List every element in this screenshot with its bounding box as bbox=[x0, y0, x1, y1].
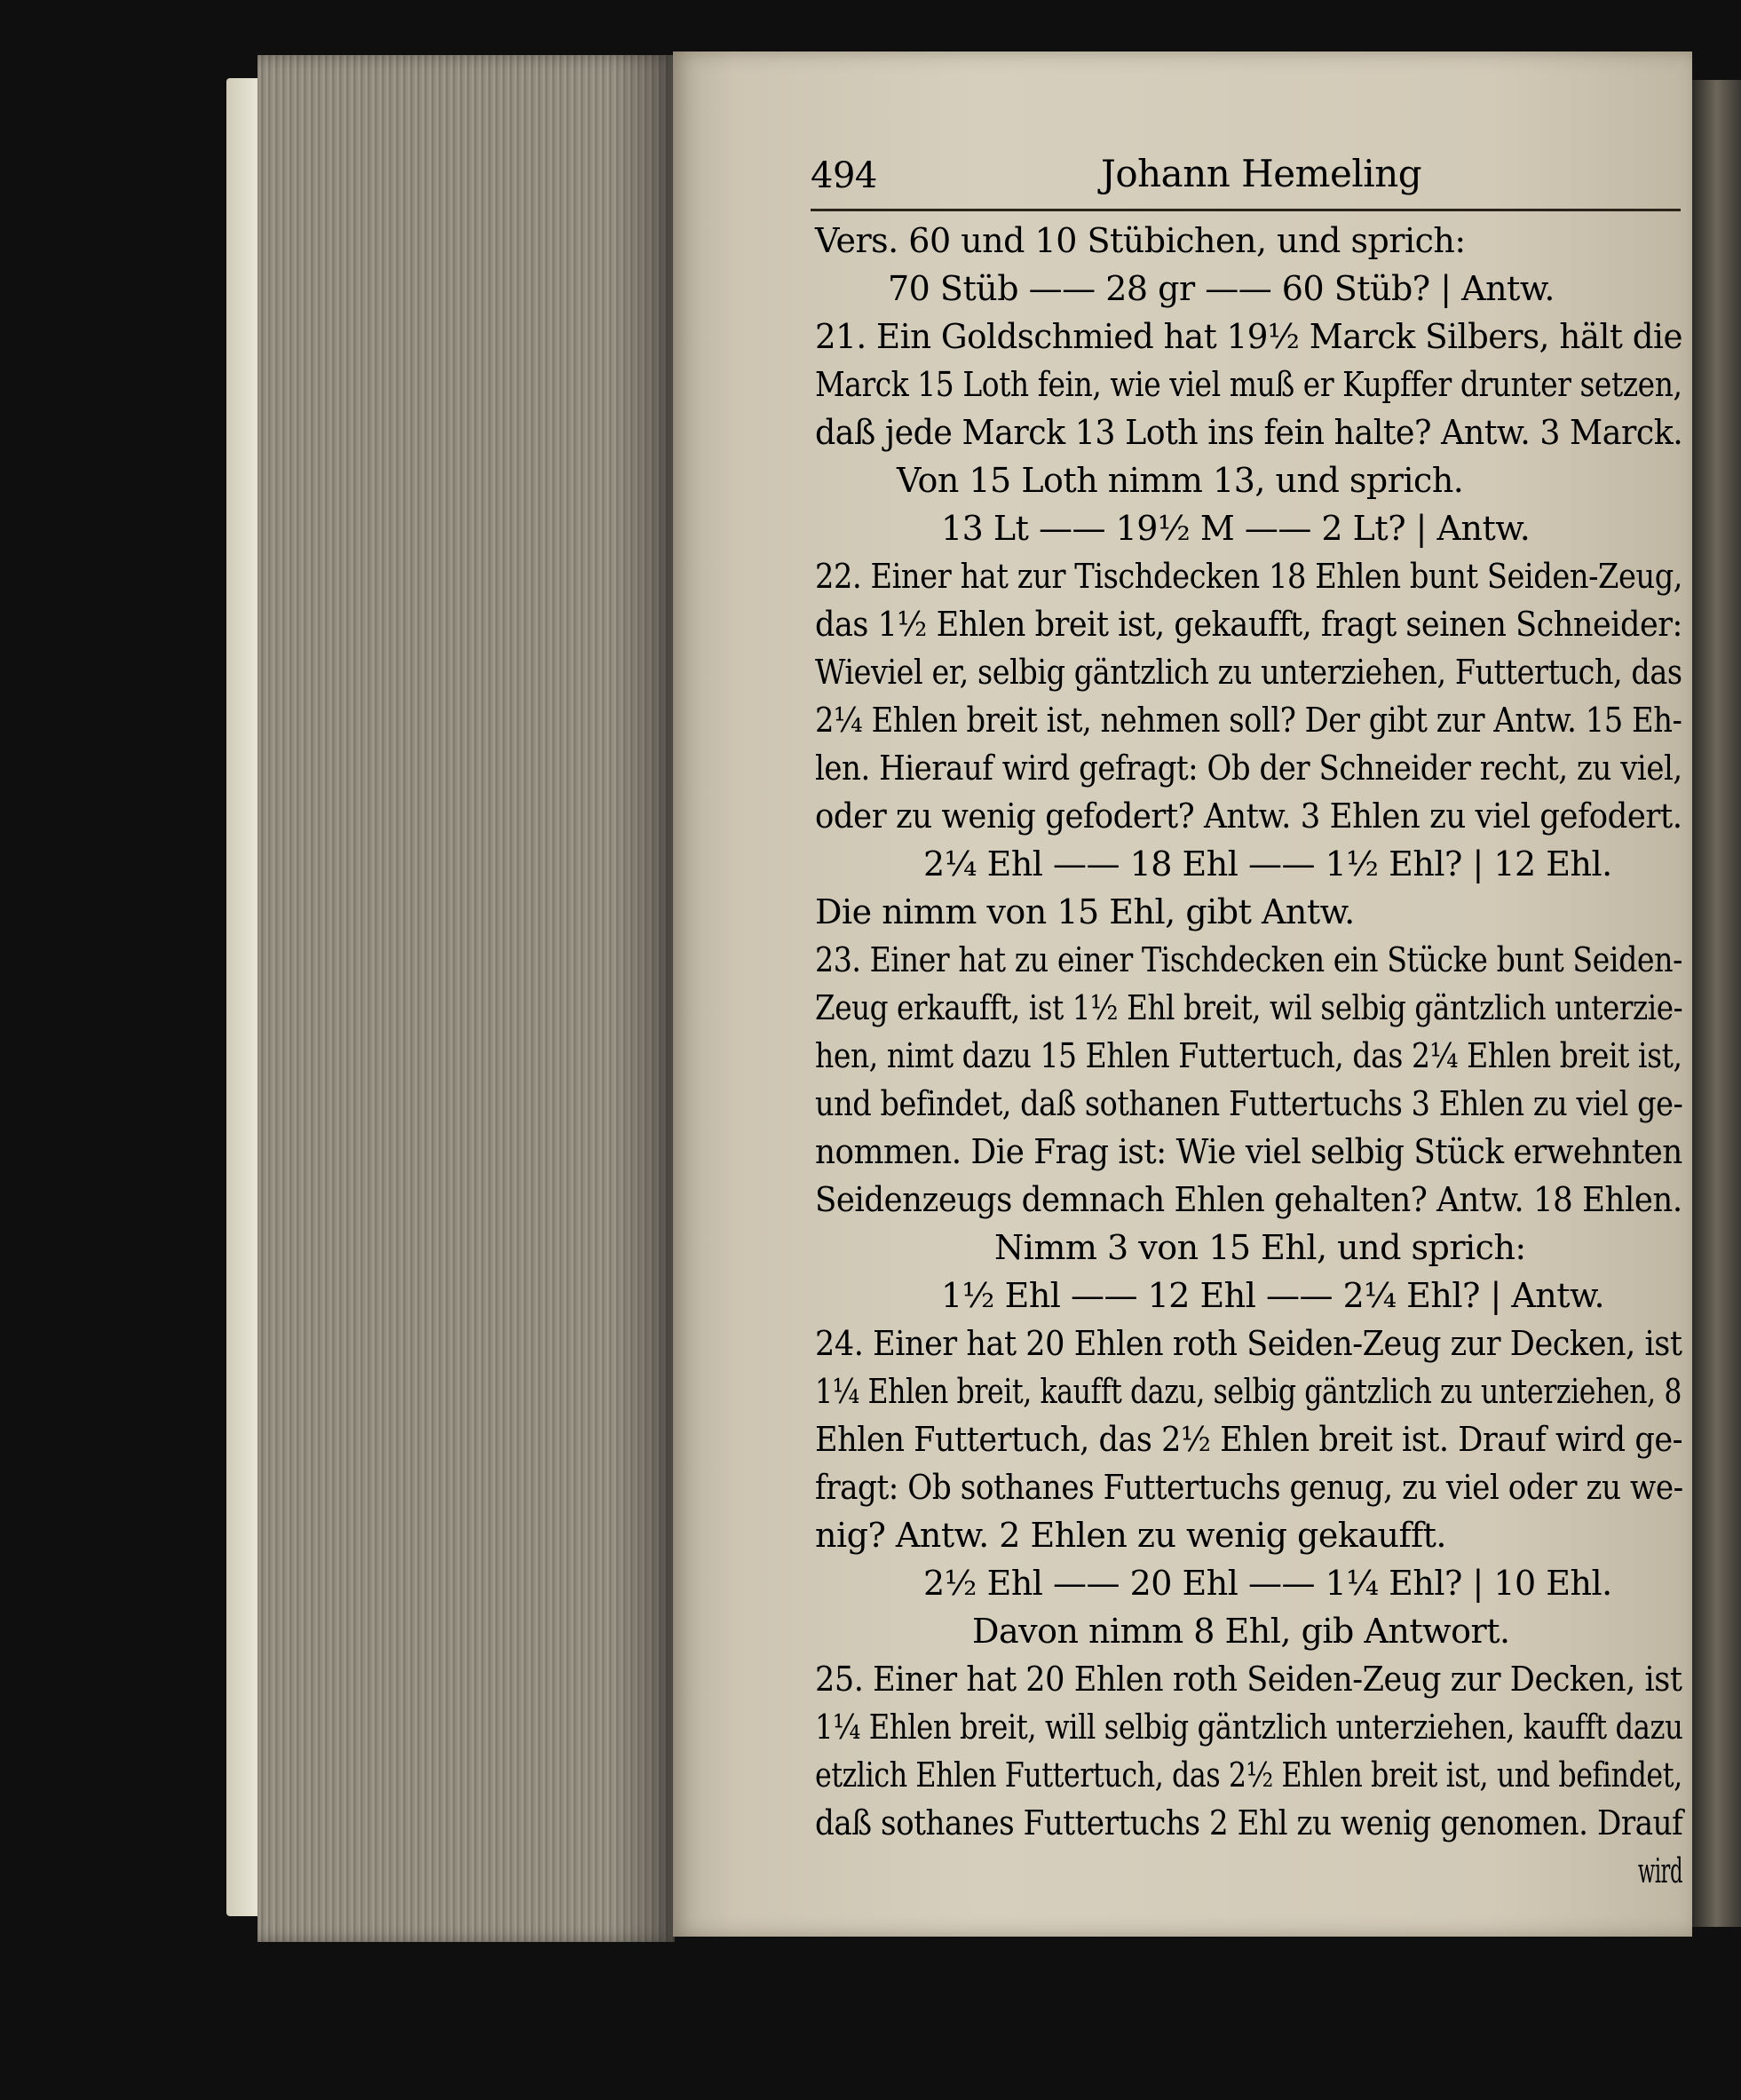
text-line: 22. Einer hat zur Tischdecken 18 Ehlen bunt Seiden-Zeug, bbox=[815, 557, 1683, 596]
text-line: Ehlen Futtertuch, das 2½ Ehlen breit ist. Drauf wird ge- bbox=[815, 1420, 1683, 1459]
text-line: etzlich Ehlen Futtertuch, das 2½ Ehlen breit ist, und befindet, bbox=[815, 1755, 1682, 1795]
text-line: Nimm 3 von 15 Ehl, und sprich: bbox=[994, 1228, 1526, 1267]
text-line: 2½ Ehl —— 20 Ehl —— 1¼ Ehl? | 10 Ehl. bbox=[923, 1564, 1612, 1603]
text-line: Seidenzeugs demnach Ehlen gehalten? Antw. 18 Ehlen. bbox=[815, 1180, 1682, 1219]
text-line: 25. Einer hat 20 Ehlen roth Seiden-Zeug zur Decken, ist bbox=[815, 1660, 1682, 1699]
running-title: Johann Hemeling bbox=[1101, 152, 1422, 195]
text-line: daß sothanes Futtertuchs 2 Ehl zu wenig genomen. Drauf bbox=[815, 1803, 1683, 1842]
facing-page-edge bbox=[1692, 80, 1741, 1927]
text-line: len. Hierauf wird gefragt: Ob der Schneider recht, zu viel, bbox=[815, 749, 1682, 788]
text-line: nig? Antw. 2 Ehlen zu wenig gekaufft. bbox=[815, 1516, 1446, 1555]
text-line: 2¼ Ehl —— 18 Ehl —— 1½ Ehl? | 12 Ehl. bbox=[923, 844, 1612, 884]
text-line: das 1½ Ehlen breit ist, gekaufft, fragt seinen Schneider: bbox=[815, 605, 1682, 644]
text-line: 1½ Ehl —— 12 Ehl —— 2¼ Ehl? | Antw. bbox=[941, 1276, 1605, 1315]
text-line: Zeug erkaufft, ist 1½ Ehl breit, wil selbig gäntzlich unterzie- bbox=[815, 988, 1683, 1027]
text-line: und befindet, daß sothanen Futtertuchs 3 Ehlen zu viel ge- bbox=[815, 1084, 1683, 1123]
text-line: 23. Einer hat zu einer Tischdecken ein Stücke bunt Seiden- bbox=[815, 940, 1682, 979]
header-rule bbox=[811, 209, 1681, 211]
text-line: 13 Lt —— 19½ M —— 2 Lt? | Antw. bbox=[941, 509, 1531, 548]
text-line: 21. Ein Goldschmied hat 19½ Marck Silbers, hält die bbox=[815, 317, 1682, 356]
text-line: Davon nimm 8 Ehl, gib Antwort. bbox=[972, 1612, 1510, 1651]
text-line: oder zu wenig gefodert? Antw. 3 Ehlen zu viel gefodert. bbox=[815, 796, 1682, 836]
text-line: wird bbox=[1638, 1851, 1683, 1890]
text-line: 1¼ Ehlen breit, kaufft dazu, selbig gäntzlich zu unterziehen, 8 bbox=[815, 1372, 1682, 1411]
text-line: hen, nimt dazu 15 Ehlen Futtertuch, das 2¼ Ehlen breit ist, bbox=[815, 1036, 1682, 1075]
text-line: 1¼ Ehlen breit, will selbig gäntzlich unterziehen, kaufft dazu bbox=[815, 1708, 1683, 1747]
text-line: 24. Einer hat 20 Ehlen roth Seiden-Zeug zur Decken, ist bbox=[815, 1324, 1682, 1363]
text-line: Vers. 60 und 10 Stübichen, und sprich: bbox=[815, 221, 1466, 260]
text-line: Von 15 Loth nimm 13, und sprich. bbox=[897, 461, 1464, 500]
page-block-shadow bbox=[613, 55, 675, 1942]
text-line: fragt: Ob sothanes Futtertuchs genug, zu viel oder zu we- bbox=[815, 1468, 1683, 1507]
page-number: 494 bbox=[811, 155, 877, 196]
text-line: 70 Stüb —— 28 gr —— 60 Stüb? | Antw. bbox=[888, 269, 1555, 308]
text-line: nommen. Die Frag ist: Wie viel selbig Stück erwehnten bbox=[815, 1132, 1682, 1171]
text-line: daß jede Marck 13 Loth ins fein halte? Antw. 3 Marck. bbox=[815, 413, 1683, 452]
text-line: Wieviel er, selbig gäntzlich zu unterziehen, Futtertuch, das bbox=[815, 653, 1682, 692]
text-line: 2¼ Ehlen breit ist, nehmen soll? Der gibt zur Antw. 15 Eh- bbox=[815, 701, 1682, 740]
text-line: Marck 15 Loth fein, wie viel muß er Kupffer drunter setzen, bbox=[815, 365, 1682, 404]
text-line: Die nimm von 15 Ehl, gibt Antw. bbox=[815, 892, 1355, 931]
